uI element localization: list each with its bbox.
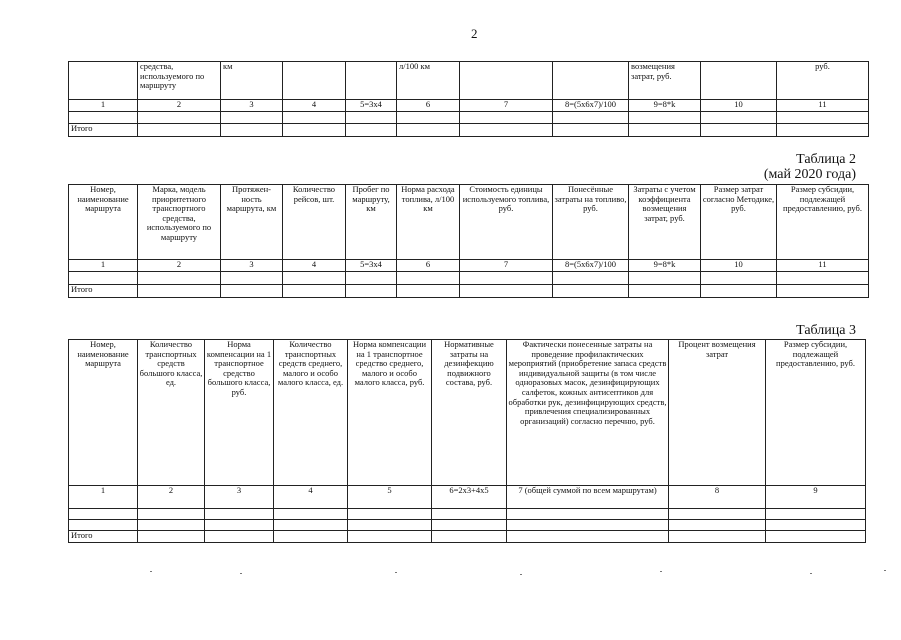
table-2-header-row [69,185,869,260]
table-2-number-cell: 9=8*k [629,260,701,272]
scan-speck [660,571,662,572]
table-1-number-cell: 9=8*k [629,100,701,112]
table-2 [68,184,869,298]
table-1-number-cell: 5=3х4 [346,100,397,112]
scan-speck [884,570,886,571]
table-1-number-cell: 11 [777,100,869,112]
table-1-number-cell: 6 [397,100,460,112]
table-1-number-cell: 1 [69,100,138,112]
table-2-header-cell: Норма расхода топлива, л/100 км [397,185,460,260]
table-2-header-cell: Размер субсидии, подлежащей предоставлению, руб. [777,185,869,260]
table-2-number-cell: 10 [701,260,777,272]
table-2-header-cell: Количество рейсов, шт. [283,185,346,260]
table-3-number-cell: 4 [274,486,348,509]
table-1-header-cell: км [221,62,283,100]
table-1-header-cell: руб. [777,62,869,100]
table-2-number-cell: 11 [777,260,869,272]
table-1-header-row [69,62,869,100]
table-3-header-cell: Количество транспортных средств большого класса, ед. [138,340,205,486]
table-3-total-label: Итого [69,531,138,543]
table-2-subcaption: (май 2020 года) [763,167,856,182]
table-3-number-cell: 7 (общей суммой по всем маршрутам) [507,486,669,509]
table-1 [68,61,869,137]
table-2-number-cell: 3 [221,260,283,272]
table-2-header-cell: Номер, наименование маршрута [69,185,138,260]
table-1-number-cell: 7 [460,100,553,112]
table-2-header-cell: Затраты с учетом коэффициента возмещения затрат, руб. [629,185,701,260]
table-2-caption-block [764,152,856,182]
table-3-empty-row [69,509,866,520]
table-3-header-cell: Норма компенсации на 1 транспортное средство большого класса, руб. [205,340,274,486]
table-3-caption-block [796,323,856,338]
table-1-header-cell: л/100 км [397,62,460,100]
table-3-number-cell: 5 [348,486,432,509]
table-3-header-cell: Размер субсидии, подлежащей предоставлению, руб. [766,340,866,486]
table-3 [68,339,866,543]
table-3-number-cell: 1 [69,486,138,509]
table-1-total-row [69,124,869,137]
table-2-header-cell: Марка, модель приоритетного транспортного средства, используемого по маршруту [138,185,221,260]
table-2-numbers-row [69,260,869,272]
table-3-number-cell: 8 [669,486,766,509]
table-3-empty-row [69,520,866,531]
table-1-number-cell: 8=(5х6х7)/100 [553,100,629,112]
table-3-total-row [69,531,866,543]
table-3-number-cell: 9 [766,486,866,509]
table-1-number-cell: 3 [221,100,283,112]
table-2-caption: Таблица 2 [796,152,856,167]
table-1-total-label: Итого [69,124,138,137]
scan-speck [810,573,812,574]
table-1-number-cell: 10 [701,100,777,112]
table-2-number-cell: 7 [460,260,553,272]
table-2-header-cell: Понесённые затраты на топливо, руб. [553,185,629,260]
scan-speck [520,574,522,575]
table-2-number-cell: 8=(5х6х7)/100 [553,260,629,272]
table-2-header-cell: Протяжен-ность маршрута, км [221,185,283,260]
table-3-header-cell: Номер, наименование маршрута [69,340,138,486]
scan-speck [395,572,397,573]
table-3-header-cell: Процент возмещения затрат [669,340,766,486]
table-2-number-cell: 6 [397,260,460,272]
table-2-empty-row [69,272,869,285]
table-3-number-cell: 2 [138,486,205,509]
table-3-caption: Таблица 3 [796,323,856,338]
table-1-numbers-row [69,100,869,112]
table-1-header-cell [553,62,629,100]
page-number: 2 [471,26,478,41]
table-1-header-cell [346,62,397,100]
table-3-header-row [69,340,866,486]
table-3-header-cell: Нормативные затраты на дезинфекцию подвижного состава, руб. [432,340,507,486]
table-1-header-cell: средства, используемого по маршруту [138,62,221,100]
table-2-total-label: Итого [69,285,138,298]
table-2-number-cell: 2 [138,260,221,272]
table-3-header-cell: Норма компенсации на 1 транспортное средство среднего, малого и особо малого класса, руб. [348,340,432,486]
table-1-header-cell: возмещения затрат, руб. [629,62,701,100]
table-2-number-cell: 4 [283,260,346,272]
table-2-header-cell: Стоимость единицы используемого топлива, руб. [460,185,553,260]
table-1-header-cell [283,62,346,100]
table-2-total-row [69,285,869,298]
table-3-number-cell: 3 [205,486,274,509]
table-2-header-cell: Пробег по маршруту, км [346,185,397,260]
table-3-number-cell: 6=2х3+4х5 [432,486,507,509]
scan-speck [150,571,152,572]
table-2-number-cell: 5=3х4 [346,260,397,272]
scan-speck [240,573,242,574]
table-1-header-cell [701,62,777,100]
table-1-header-cell [460,62,553,100]
table-1-empty-row [69,112,869,124]
table-2-header-cell: Размер затрат согласно Методике, руб. [701,185,777,260]
table-3-header-cell: Фактически понесенные затраты на проведение профилактических мероприятий (приобретение запаса средств индивидуальной защиты (в том числе одноразовых масок, дезинфицирующих салфеток, кожных антисептиков для обработки рук, дезинфицирующих средств, привлечения специализированных организаций) согласно перечню, руб. [507,340,669,486]
table-1-header-cell [69,62,138,100]
table-3-numbers-row [69,486,866,509]
table-1-number-cell: 4 [283,100,346,112]
table-3-header-cell: Количество транспортных средств среднего, малого и особо малого класса, ед. [274,340,348,486]
table-1-number-cell: 2 [138,100,221,112]
table-2-number-cell: 1 [69,260,138,272]
